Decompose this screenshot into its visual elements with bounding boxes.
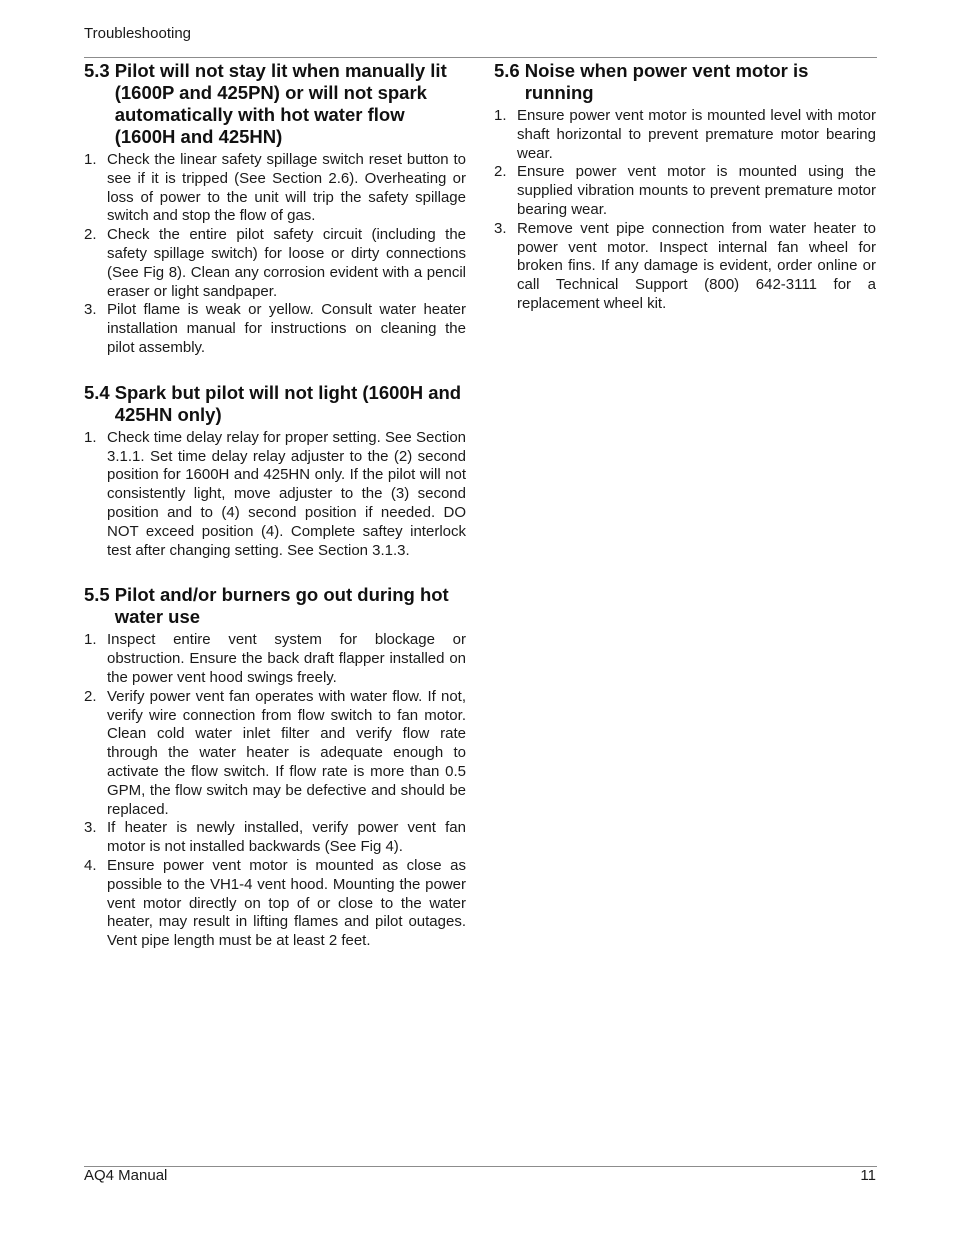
list-item [84, 301, 466, 357]
footer-manual-name: AQ4 Manual [84, 1167, 168, 1184]
section-5-3 [84, 60, 466, 358]
section-title-text: Pilot will not stay lit when manually lit (1600P and 425PN) or will not spark automatically with hot water flow (1600H and 425HN) [114, 60, 447, 147]
footer-divider [84, 1166, 877, 1167]
item-text: Check time delay relay for proper setting. See Section 3.1.1. Set time delay relay adjuster to the (2) second position for 1600H and 425HN only. If the pilot will not consistently light, move adjuster to the (3) second position and to (4) second position if needed. DO NOT exceed position (4). Complete saftey interlock test after changing setting. See Section 3.1.3. [107, 428, 466, 559]
section-5-4 [84, 382, 466, 561]
footer-page-number: 11 [860, 1167, 876, 1184]
list-item [84, 688, 466, 820]
item-text: Check the linear safety spillage switch reset button to see if it is tripped (See Section 2.6). Overheating or loss of power to the unit will trip the safety spillage switch and stop the flow of gas. [107, 151, 466, 225]
item-text: Ensure power vent motor is mounted level with motor shaft horizontal to prevent premature motor bearing wear. [517, 107, 876, 162]
header-divider [84, 57, 877, 58]
item-number: 3. [494, 219, 507, 237]
page-header-section-label: Troubleshooting [84, 25, 192, 42]
item-text: Check the entire pilot safety circuit (including the safety spillage switch) for loose or dirty connections (See Fig 8). Clean any corrosion evident with a pencil eraser or light sandpaper. [107, 226, 466, 300]
list-item [494, 220, 876, 314]
item-text: If heater is newly installed, verify power vent fan motor is not installed backwards (See Fig 4). [107, 819, 466, 856]
item-number: 1. [494, 107, 507, 124]
item-text: Pilot flame is weak or yellow. Consult water heater installation manual for instructions on cleaning the pilot assembly. [107, 301, 466, 356]
section-number: 5.3 [84, 60, 110, 81]
item-number: 2. [84, 226, 97, 244]
section-title [84, 584, 466, 628]
numbered-list [84, 151, 466, 358]
section-title [494, 60, 876, 104]
list-item [84, 631, 466, 687]
section-number: 5.5 [84, 584, 110, 606]
item-number: 1. [84, 428, 97, 446]
section-title-text: Noise when power vent motor is running [524, 60, 809, 103]
list-item [84, 819, 466, 857]
item-text: Ensure power vent motor is mounted using the supplied vibration mounts to prevent premature motor bearing wear. [517, 163, 876, 218]
item-number: 2. [84, 687, 97, 705]
numbered-list [84, 631, 466, 951]
list-item [84, 226, 466, 301]
item-text: Ensure power vent motor is mounted as close as possible to the VH1-4 vent hood. Mounting the power vent motor directly on top of or close to the water heater, may result in lifting flames and pilot outages. Vent pipe length must be at least 2 feet. [107, 856, 466, 950]
item-text: Inspect entire vent system for blockage or obstruction. Ensure the back draft flapper installed on the power vent hood swings freely. [107, 631, 466, 686]
numbered-list [494, 107, 876, 314]
section-title [84, 60, 466, 148]
item-number: 2. [494, 163, 507, 181]
section-number: 5.6 [494, 60, 520, 81]
section-5-6 [494, 60, 876, 314]
section-title [84, 382, 466, 426]
list-item [84, 857, 466, 951]
section-title-text: Pilot and/or burners go out during hot water use [114, 584, 449, 628]
section-number: 5.4 [84, 381, 110, 403]
item-number: 4. [84, 856, 97, 874]
section-title-text: Spark but pilot will not light (1600H and 425HN only) [114, 381, 462, 425]
section-5-5 [84, 584, 466, 951]
list-item [494, 107, 876, 163]
left-column [84, 60, 466, 951]
numbered-list [84, 429, 466, 561]
item-number: 3. [84, 301, 97, 319]
item-number: 1. [84, 151, 97, 168]
list-item [494, 163, 876, 219]
item-text: Remove vent pipe connection from water heater to power vent motor. Inspect internal fan wheel for broken fins. If any damage is evident, order online or call Technical Support (800) 642-3111 for a replacement wheel kit. [517, 219, 876, 312]
list-item [84, 151, 466, 226]
list-item [84, 429, 466, 561]
right-column [494, 60, 876, 314]
item-number: 3. [84, 819, 97, 837]
item-number: 1. [84, 631, 97, 649]
item-text: Verify power vent fan operates with water flow. If not, verify wire connection from flow switch to fan motor. Clean cold water inlet filter and verify flow rate through the water heater is adequate enough to activate the flow switch. If flow rate is more than 0.5 GPM, the flow switch may be defective and should be replaced. [107, 687, 466, 818]
